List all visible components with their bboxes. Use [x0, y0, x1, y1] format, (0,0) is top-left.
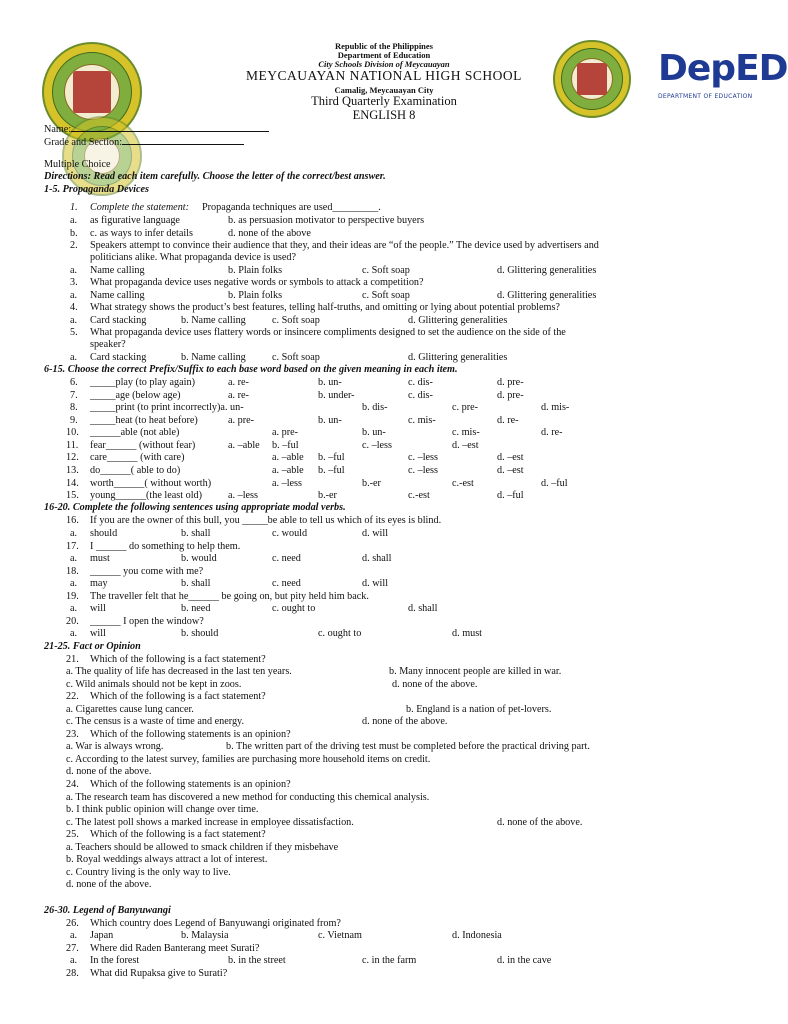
item-marker: 18.: [66, 566, 79, 577]
question-text: _____age (below age): [90, 390, 181, 401]
item-marker: b. in the street: [228, 955, 286, 966]
item-marker: d. shall: [408, 603, 438, 614]
item-marker: d. pre-: [497, 377, 524, 388]
item-marker: d. none of the above.: [66, 879, 152, 890]
item-marker: b. Plain folks: [228, 265, 283, 276]
section-heading-prefix-suffix: 6-15. Choose the correct Prefix/Suffix to each base word based on the given meaning in each item.: [44, 364, 458, 375]
item-marker: d. in the cave: [497, 955, 552, 966]
item-marker: a. –less: [228, 490, 258, 501]
item-marker: 16.: [66, 515, 79, 526]
item-marker: c. mis-: [452, 427, 480, 438]
item-marker: a.: [70, 215, 78, 226]
item-marker: 24.: [66, 779, 79, 790]
item-marker: d. none of the above: [228, 228, 311, 239]
item-marker: 10.: [66, 427, 79, 438]
question-text: The traveller felt that he______ be going on, but pity held him back.: [90, 591, 369, 602]
question-text: will: [90, 603, 106, 614]
item-marker: 3.: [70, 277, 78, 288]
item-marker: c. The census is a waste of time and energy.: [66, 716, 245, 727]
item-marker: 26.: [66, 918, 79, 929]
question-text: speaker?: [90, 339, 126, 350]
item-marker: d. re-: [497, 415, 519, 426]
item-marker: c. Country living is the only way to live.: [66, 867, 231, 878]
item-marker: a. –less: [272, 478, 302, 489]
item-marker: c. Soft soap: [272, 315, 320, 326]
item-marker: b. –ful: [318, 452, 345, 463]
item-marker: b. Plain folks: [228, 290, 283, 301]
item-marker: b. Many innocent people are killed in war.: [389, 666, 562, 677]
item-marker: c. –less: [408, 465, 438, 476]
item-marker: c. would: [272, 528, 308, 539]
item-marker: a.: [70, 955, 78, 966]
item-marker: a.: [70, 603, 78, 614]
item-marker: d. none of the above.: [362, 716, 448, 727]
item-marker: b. un-: [318, 377, 342, 388]
question-text: Speakers attempt to convince their audience that they, and their ideas are “of the people.” The device used by advertisers and: [90, 240, 599, 251]
item-marker: c. as ways to infer details: [90, 228, 193, 239]
question-text: Card stacking: [90, 352, 147, 363]
item-marker: 22.: [66, 691, 79, 702]
item-marker: a.: [70, 553, 78, 564]
item-marker: a.: [70, 578, 78, 589]
item-marker: 17.: [66, 541, 79, 552]
item-marker: 6.: [70, 377, 78, 388]
item-marker: a.: [70, 290, 78, 301]
item-marker: c. dis-: [408, 390, 433, 401]
item-marker: d. –ful: [497, 490, 524, 501]
question-text: Which of the following is a fact statement?: [90, 829, 266, 840]
question-text: young______(the least old): [90, 490, 203, 501]
item-marker: 21.: [66, 654, 79, 665]
item-marker: a.: [70, 930, 78, 941]
item-marker: 2.: [70, 240, 78, 251]
deped-logo-subtext: DEPARTMENT OF EDUCATION: [658, 93, 753, 100]
question-text: ______able (not able): [90, 427, 180, 438]
test-type-label: Multiple Choice: [44, 159, 111, 170]
question-text: Complete the statement:: [90, 202, 190, 213]
item-marker: d. shall: [362, 553, 392, 564]
question-text: Which of the following is a fact statement?: [90, 654, 266, 665]
item-marker: 7.: [70, 390, 78, 401]
question-text: fear______ (without fear): [90, 440, 196, 451]
item-marker: a. The quality of life has decreased in the last ten years.: [66, 666, 292, 677]
question-text: _____play (to play again): [90, 377, 195, 388]
item-marker: c. Vietnam: [318, 930, 362, 941]
question-text: do______( able to do): [90, 465, 181, 476]
item-marker: 27.: [66, 943, 79, 954]
item-marker: a.: [70, 352, 78, 363]
item-marker: 28.: [66, 968, 79, 979]
item-marker: c. in the farm: [362, 955, 417, 966]
item-marker: c. The latest poll shows a marked increase in employee dissatisfaction.: [66, 817, 354, 828]
question-text: Propaganda techniques are used_________.: [202, 202, 381, 213]
item-marker: b. un-: [318, 415, 342, 426]
question-text: care______ (with care): [90, 452, 185, 463]
item-marker: d. Glittering generalities: [497, 265, 597, 276]
item-marker: d. none of the above.: [497, 817, 583, 828]
item-marker: d. –ful: [541, 478, 568, 489]
item-marker: d. mis-: [541, 402, 570, 413]
item-marker: a.: [70, 628, 78, 639]
question-text: What propaganda device uses negative words or symbols to attack a competition?: [90, 277, 424, 288]
question-text: as figurative language: [90, 215, 180, 226]
item-marker: d. Glittering generalities: [408, 352, 508, 363]
question-text: If you are the owner of this bull, you _____be able to tell us which of its eyes is blind.: [90, 515, 442, 526]
question-text: What propaganda device uses flattery words or insincere compliments designed to set the audience on the side of the: [90, 327, 566, 338]
department-line: Department of Education: [337, 50, 431, 60]
question-text: _____print (to print incorrectly)a. un-: [90, 402, 244, 413]
item-marker: a. Teachers should be allowed to smack children if they misbehave: [66, 842, 339, 853]
item-marker: b. shall: [181, 528, 211, 539]
item-marker: 14.: [66, 478, 79, 489]
item-marker: a.: [70, 315, 78, 326]
question-text: Which country does Legend of Banyuwangi originated from?: [90, 918, 341, 929]
name-label: Name:: [44, 124, 72, 135]
item-marker: c. mis-: [408, 415, 436, 426]
item-marker: a. –able: [272, 452, 304, 463]
item-marker: c. Soft soap: [362, 290, 410, 301]
item-marker: d. must: [452, 628, 483, 639]
item-marker: d. Indonesia: [452, 930, 502, 941]
item-marker: b. under-: [318, 390, 355, 401]
item-marker: c. ought to: [272, 603, 316, 614]
item-marker: 19.: [66, 591, 79, 602]
item-marker: 12.: [66, 452, 79, 463]
question-text: Name calling: [90, 290, 145, 301]
item-marker: a. –able: [228, 440, 260, 451]
question-text: Where did Raden Banterang meet Surati?: [90, 943, 260, 954]
item-marker: b. as persuasion motivator to perspective buyers: [228, 215, 425, 226]
item-marker: b. shall: [181, 578, 211, 589]
item-marker: 13.: [66, 465, 79, 476]
question-text: What strategy shows the product’s best features, telling half-truths, and omitting or lying about potential problems?: [90, 302, 560, 313]
item-marker: b. Name calling: [181, 352, 246, 363]
section-heading-propaganda: 1-5. Propaganda Devices: [44, 184, 149, 195]
question-text: Card stacking: [90, 315, 147, 326]
item-marker: d. Glittering generalities: [497, 290, 597, 301]
item-marker: c. Wild animals should not be kept in zoos.: [66, 679, 242, 690]
item-marker: a. Cigarettes cause lung cancer.: [66, 704, 194, 715]
item-marker: c. ought to: [318, 628, 362, 639]
item-marker: b. should: [181, 628, 219, 639]
item-marker: c. dis-: [408, 377, 433, 388]
name-field[interactable]: [44, 122, 269, 136]
item-marker: b. Malaysia: [181, 930, 229, 941]
item-marker: c. Soft soap: [272, 352, 320, 363]
item-marker: b.: [70, 228, 78, 239]
item-marker: b. I think public opinion will change over time.: [66, 804, 259, 815]
item-marker: b. Royal weddings always attract a lot of interest.: [66, 854, 268, 865]
section-heading-modal-verbs: 16-20. Complete the following sentences using appropriate modal verbs.: [44, 502, 346, 513]
deped-logo-text: DepED: [658, 48, 788, 89]
item-marker: 25.: [66, 829, 79, 840]
item-marker: 15.: [66, 490, 79, 501]
question-text: ______ you come with me?: [90, 566, 204, 577]
item-marker: 8.: [70, 402, 78, 413]
directions-text: Directions: Read each item carefully. Choose the letter of the correct/best answer.: [44, 171, 386, 182]
item-marker: d. re-: [541, 427, 563, 438]
item-marker: a.: [70, 528, 78, 539]
item-marker: 5.: [70, 327, 78, 338]
item-marker: b. dis-: [362, 402, 388, 413]
item-marker: d. –est: [452, 440, 479, 451]
item-marker: b. Name calling: [181, 315, 246, 326]
question-text: worth______( without worth): [90, 478, 212, 489]
item-marker: c.-est: [408, 490, 430, 501]
question-text: should: [90, 528, 118, 539]
item-marker: b. un-: [362, 427, 386, 438]
item-marker: a. War is always wrong.: [66, 741, 164, 752]
item-marker: b.-er: [318, 490, 337, 501]
school-address: Camalig, Meycauayan City: [334, 85, 434, 95]
exam-title: Third Quarterly Examination: [311, 94, 457, 108]
item-marker: d. pre-: [497, 390, 524, 401]
item-marker: 1.: [70, 202, 78, 213]
item-marker: 20.: [66, 616, 79, 627]
item-marker: d. none of the above.: [66, 766, 152, 777]
question-text: will: [90, 628, 106, 639]
question-text: politicians alike. What propaganda device is used?: [90, 252, 297, 263]
question-text: ______ I open the window?: [90, 616, 204, 627]
division-line: City Schools Division of Meycauayan: [318, 59, 450, 69]
item-marker: c. –less: [362, 440, 392, 451]
question-text: Name calling: [90, 265, 145, 276]
republic-line: Republic of the Philippines: [334, 41, 433, 51]
question-text: Which of the following statements is an opinion?: [90, 729, 291, 740]
item-marker: a. –able: [272, 465, 304, 476]
question-text: Which of the following is a fact statement?: [90, 691, 266, 702]
question-text: must: [90, 553, 110, 564]
item-marker: b. –ful: [272, 440, 299, 451]
item-marker: a. re-: [228, 390, 249, 401]
question-text: Which of the following statements is an opinion?: [90, 779, 291, 790]
item-marker: b. need: [181, 603, 211, 614]
item-marker: d. Glittering generalities: [408, 315, 508, 326]
item-marker: d. –est: [497, 452, 524, 463]
item-marker: d. –est: [497, 465, 524, 476]
school-name: MEYCAUAYAN NATIONAL HIGH SCHOOL: [246, 68, 522, 83]
item-marker: a. The research team has discovered a new method for conducting this chemical analysis.: [66, 792, 430, 803]
item-marker: 23.: [66, 729, 79, 740]
item-marker: d. will: [362, 578, 389, 589]
item-marker: 4.: [70, 302, 78, 313]
section-heading-legend: 26-30. Legend of Banyuwangi: [44, 905, 171, 916]
question-text: may: [90, 578, 108, 589]
item-marker: b. would: [181, 553, 217, 564]
question-text: I ______ do something to help them.: [90, 541, 241, 552]
item-marker: b. England is a nation of pet-lovers.: [406, 704, 552, 715]
question-text: What did Rupaksa give to Surati?: [90, 968, 228, 979]
item-marker: 11.: [66, 440, 79, 451]
item-marker: c. need: [272, 553, 301, 564]
item-marker: c. –less: [408, 452, 438, 463]
exam-subject: ENGLISH 8: [352, 108, 416, 122]
item-marker: a.: [70, 265, 78, 276]
question-text: _____heat (to heat before): [90, 415, 198, 426]
item-marker: b.-er: [362, 478, 381, 489]
item-marker: b. The written part of the driving test must be completed before the practical driving part.: [226, 741, 590, 752]
item-marker: c. need: [272, 578, 301, 589]
item-marker: a. pre-: [228, 415, 255, 426]
item-marker: c. According to the latest survey, families are purchasing more household items on credit.: [66, 754, 431, 765]
item-marker: c. Soft soap: [362, 265, 410, 276]
grade-section-label: Grade and Section:: [44, 137, 123, 148]
section-heading-fact-opinion: 21-25. Fact or Opinion: [44, 641, 141, 652]
grade-section-field[interactable]: [44, 135, 244, 149]
item-marker: a. pre-: [272, 427, 299, 438]
item-marker: d. will: [362, 528, 389, 539]
question-text: Japan: [90, 930, 114, 941]
item-marker: a. re-: [228, 377, 249, 388]
item-marker: 9.: [70, 415, 78, 426]
question-text: In the forest: [90, 955, 140, 966]
item-marker: c. pre-: [452, 402, 479, 413]
item-marker: c.-est: [452, 478, 474, 489]
item-marker: d. none of the above.: [392, 679, 478, 690]
item-marker: b. –ful: [318, 465, 345, 476]
